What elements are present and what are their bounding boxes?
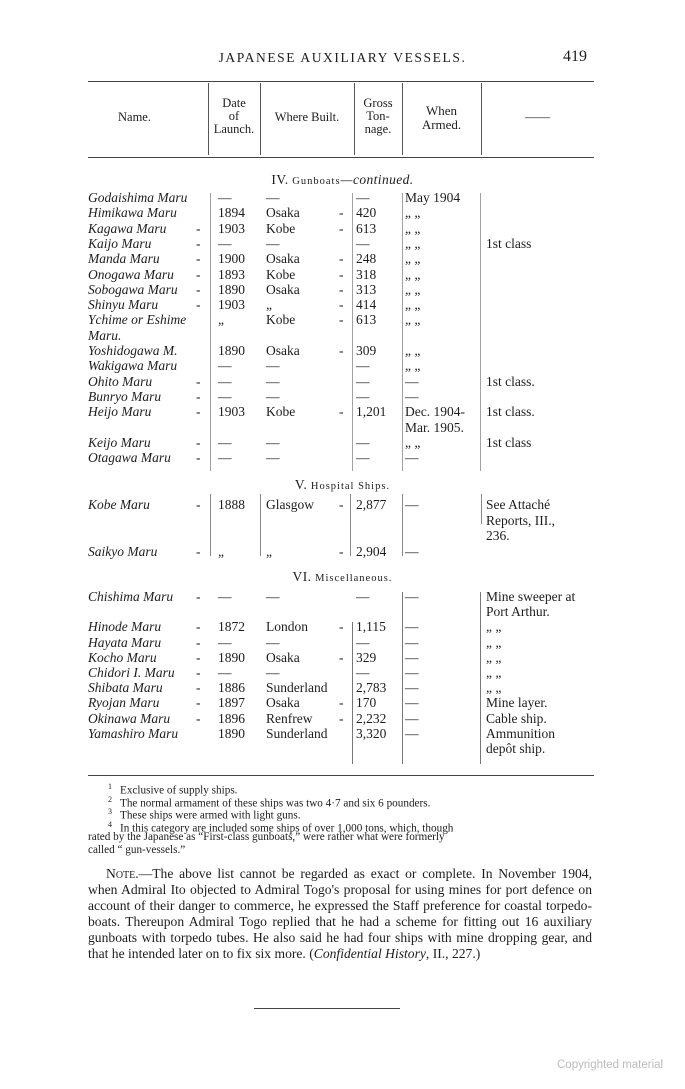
table-row: [0, 741, 685, 756]
table-row: [0, 236, 685, 251]
note-body: —The above list cannot be regarded as exact or complete. In November 1904, when Admiral Ito objected to Admiral Togo's proposal for using mines for port defence on account of their danger to commerce, he expressed the Staff preference for coastal torpedo-boats. Thereupon Admiral Togo replied that he had a scheme for fitting out 16 auxiliary gunboats with torpedo tubes. He also said he had four ships with mine dropping gear, and that he intended later on to fix six more.: [88, 866, 592, 961]
cell-name: Onogawa Maru: [88, 266, 174, 282]
cell-ton: —: [356, 235, 370, 251]
cell-dash: -: [196, 251, 201, 267]
cell-built: —: [266, 634, 280, 650]
cell-bdash: -: [339, 251, 344, 267]
cell-ton: 1,115: [356, 619, 386, 635]
cell-name: Keijo Maru: [88, 434, 151, 450]
cell-dash: -: [196, 710, 201, 726]
table-row: [0, 589, 685, 604]
cell-dash: -: [196, 404, 201, 420]
cell-ton: 2,904: [356, 543, 387, 559]
cell-name: Sobogawa Maru: [88, 281, 178, 297]
cell-note: Mine sweeper at: [486, 589, 576, 604]
cell-note: „ „: [486, 619, 502, 635]
table-row: [0, 267, 685, 282]
cell-bdash: -: [339, 343, 344, 358]
cell-bdash: -: [339, 619, 344, 635]
cell-date: 1903: [218, 220, 245, 236]
cell-name: Chidori I. Maru: [88, 665, 175, 680]
cell-built: „: [266, 297, 272, 313]
cell-dash: -: [196, 373, 201, 389]
footnote-text: In this category are included some ships of over 1,000 tons, which, though: [120, 822, 454, 835]
table-row: [0, 389, 685, 404]
cell-date: —: [218, 373, 232, 389]
cell-name: Okinawa Maru: [88, 710, 171, 726]
cell-dash: -: [196, 235, 201, 251]
cell-bdash: -: [339, 649, 344, 665]
cell-name: Manda Maru: [88, 251, 160, 267]
cell-name: Ychime or Eshime: [88, 312, 187, 328]
footnote: [88, 831, 445, 844]
cell-dash: -: [196, 388, 201, 404]
cell-date: 1890: [218, 725, 245, 741]
cell-armed: Mar. 1905.: [405, 419, 464, 435]
cell-bdash: -: [339, 543, 344, 559]
cell-armed: —: [405, 619, 419, 635]
table-row: [0, 221, 685, 236]
cell-note: 236.: [486, 528, 510, 544]
cell-name: Otagawa Maru: [88, 450, 171, 466]
table-row: [0, 513, 685, 528]
cell-name: Hinode Maru: [88, 619, 162, 635]
cell-note: Reports, III.,: [486, 512, 555, 528]
cell-built: —: [266, 373, 280, 389]
footnote-mark: 3: [108, 807, 112, 817]
cell-built: Kobe: [266, 220, 296, 236]
footnote-mark: 2: [108, 794, 112, 804]
cell-name: Godaishima Maru: [88, 190, 188, 205]
cell-date: —: [218, 450, 232, 466]
cell-armed: —: [405, 680, 419, 696]
cell-note: 1st class: [486, 235, 532, 251]
cell-armed: „ „: [405, 205, 421, 221]
cell-name: Shibata Maru: [88, 680, 163, 696]
cell-date: —: [218, 634, 232, 650]
cell-built: Osaka: [266, 205, 300, 221]
table-row: [0, 635, 685, 650]
cell-ton: 2,877: [356, 497, 387, 512]
cell-bdash: -: [339, 266, 344, 282]
cell-dash: -: [196, 649, 201, 665]
cell-armed: „ „: [405, 266, 421, 282]
cell-armed: „ „: [405, 343, 421, 358]
cell-built: Kobe: [266, 404, 296, 420]
header-date: Date of Launch.: [213, 96, 255, 136]
header-name: Name.: [118, 110, 151, 124]
cell-dash: -: [196, 634, 201, 650]
cell-date: „: [218, 543, 224, 559]
cell-date: 1893: [218, 266, 245, 282]
cell-name: Shinyu Maru: [88, 297, 159, 313]
header-where-built: Where Built.: [274, 110, 340, 124]
cell-bdash: -: [339, 695, 344, 711]
cell-note: Ammunition: [486, 725, 556, 741]
cell-ton: 318: [356, 266, 377, 282]
table-row: [0, 450, 685, 465]
cell-armed: —: [405, 373, 419, 389]
footnote-text: These ships were armed with light guns.: [120, 809, 301, 822]
cell-name: Yamashiro Maru: [88, 725, 179, 741]
cell-dash: -: [196, 665, 201, 680]
cell-date: 1900: [218, 251, 245, 267]
cell-name: Saikyo Maru: [88, 543, 158, 559]
cell-built: —: [266, 190, 280, 205]
table-row: [0, 544, 685, 559]
table-row: [0, 528, 685, 543]
footnote: [88, 844, 185, 857]
table-bottom-rule: [88, 775, 594, 776]
cell-built: „: [266, 543, 272, 559]
cell-armed: „ „: [405, 312, 421, 328]
cell-built: Kobe: [266, 312, 296, 328]
cell-armed: „ „: [405, 297, 421, 313]
cell-dash: -: [196, 281, 201, 297]
cell-note: See Attaché: [486, 497, 551, 512]
cell-built: Osaka: [266, 343, 300, 358]
cell-built: Osaka: [266, 251, 300, 267]
cell-name: Kobe Maru: [88, 497, 150, 512]
footnote-text: Exclusive of supply ships.: [120, 784, 238, 797]
cell-date: 1888: [218, 497, 245, 512]
cell-note: Port Arthur.: [486, 604, 550, 620]
cell-date: 1890: [218, 281, 245, 297]
cell-ton: —: [356, 434, 370, 450]
cell-date: —: [218, 235, 232, 251]
cell-bdash: -: [339, 297, 344, 313]
cell-name: Himikawa Maru: [88, 205, 177, 221]
cell-ton: —: [356, 373, 370, 389]
cell-ton: 613: [356, 220, 377, 236]
table-row: [0, 205, 685, 220]
cell-dash: -: [196, 589, 201, 604]
cell-dash: -: [196, 619, 201, 635]
section-heading-misc: VI. Miscellaneous.: [292, 569, 393, 584]
table-row: [0, 312, 685, 327]
cell-name: Ohito Maru: [88, 373, 153, 389]
footnote-mark: 4: [108, 819, 112, 829]
cell-armed: —: [405, 543, 419, 559]
cell-armed: „ „: [405, 235, 421, 251]
cell-name: Kagawa Maru: [88, 220, 167, 236]
cell-note: Cable ship.: [486, 710, 547, 726]
footnote-text: rated by the Japanese as “First-class gunboats,” were rather what were formerly: [88, 831, 445, 844]
cell-ton: —: [356, 358, 370, 374]
table-row: [0, 665, 685, 680]
cell-date: —: [218, 388, 232, 404]
table-row: [0, 358, 685, 373]
table-top-rule: [88, 81, 594, 82]
cell-armed: „ „: [405, 434, 421, 450]
cell-armed: —: [405, 497, 419, 512]
cell-dash: -: [196, 220, 201, 236]
cell-built: Osaka: [266, 649, 300, 665]
cell-date: 1903: [218, 404, 245, 420]
cell-armed: —: [405, 589, 419, 604]
cell-armed: May 1904: [405, 190, 461, 205]
watermark: Copyrighted material: [557, 1059, 664, 1071]
table-row: [0, 711, 685, 726]
cell-built: —: [266, 589, 280, 604]
cell-ton: —: [356, 634, 370, 650]
cell-date: 1890: [218, 649, 245, 665]
cell-armed: —: [405, 450, 419, 466]
cell-armed: —: [405, 710, 419, 726]
table-row: [0, 680, 685, 695]
cell-note: 1st class.: [486, 404, 535, 420]
cell-date: 1872: [218, 619, 245, 635]
cell-date: 1886: [218, 680, 245, 696]
cell-date: 1890: [218, 343, 245, 358]
cell-ton: 329: [356, 649, 377, 665]
cell-note: Mine layer.: [486, 695, 548, 711]
cell-dash: -: [196, 497, 201, 512]
cell-name: Heijo Maru: [88, 404, 152, 420]
cell-ton: 309: [356, 343, 377, 358]
cell-name: Ryojan Maru: [88, 695, 160, 711]
cell-note: 1st class: [486, 434, 532, 450]
cell-ton: —: [356, 388, 370, 404]
cell-name: Kocho Maru: [88, 649, 157, 665]
cell-bdash: -: [339, 497, 344, 512]
page-number: 419: [563, 48, 587, 65]
cell-date: —: [218, 190, 232, 205]
cell-date: 1903: [218, 297, 245, 313]
cell-ton: —: [356, 589, 370, 604]
table-row: [0, 619, 685, 634]
cell-bdash: -: [339, 404, 344, 420]
cell-bdash: -: [339, 281, 344, 297]
table-row: [0, 251, 685, 266]
table-row: [0, 328, 685, 343]
cell-name: Bunryo Maru: [88, 388, 162, 404]
table-row: [0, 190, 685, 205]
cell-ton: 1,201: [356, 404, 387, 420]
table-row: [0, 726, 685, 741]
cell-ton: —: [356, 450, 370, 466]
note-paragraph: Note.—The above list cannot be regarded as exact or complete. In November 1904, when Admiral Ito objected to Admiral Togo's proposal for using mines for port defence on account of their danger to commerce, he expressed the Staff preference for coastal torpedo-boats. Thereupon Admiral Togo replied that he had a scheme for fitting out 16 auxiliary gunboats with torpedo tubes. He also said he had four ships with mine dropping gear, and that he intended later on to fix six more. (Confidential History, II., 227.): [88, 866, 592, 961]
cell-ton: 248: [356, 251, 377, 267]
table-row: [0, 374, 685, 389]
cell-armed: Dec. 1904-: [405, 404, 465, 420]
header-when-armed: When Armed.: [421, 103, 462, 132]
cell-built: Sunderland: [266, 725, 328, 741]
cell-date: —: [218, 358, 232, 374]
cell-armed: —: [405, 725, 419, 741]
cell-armed: „ „: [405, 251, 421, 267]
cell-built: Renfrew: [266, 710, 313, 726]
header-bottom-rule: [88, 157, 594, 158]
cell-date: 1897: [218, 695, 245, 711]
cell-built: Osaka: [266, 281, 300, 297]
cell-name: Hayata Maru: [88, 634, 162, 650]
cell-dash: -: [196, 297, 201, 313]
table-row: [0, 435, 685, 450]
table-row: [0, 404, 685, 419]
cell-armed: „ „: [405, 281, 421, 297]
cell-name: Kaijo Maru: [88, 235, 152, 251]
cell-armed: „ „: [405, 220, 421, 236]
cell-armed: „ „: [405, 358, 421, 374]
cell-armed: —: [405, 695, 419, 711]
note-citation: Confidential History: [313, 946, 426, 961]
cell-dash: -: [196, 695, 201, 711]
cell-dash: -: [196, 450, 201, 466]
cell-armed: —: [405, 665, 419, 680]
cell-date: —: [218, 434, 232, 450]
cell-built: —: [266, 665, 280, 680]
footnote-text: called “ gun-vessels.”: [88, 844, 186, 856]
section-heading-gunboats: IV. Gunboats—continued.: [271, 172, 414, 187]
running-head: JAPANESE AUXILIARY VESSELS.: [218, 50, 467, 65]
cell-ton: —: [356, 190, 370, 205]
cell-built: Sunderland: [266, 680, 328, 696]
cell-name: Yoshidogawa M.: [88, 343, 178, 358]
table-row: [0, 297, 685, 312]
cell-built: Osaka: [266, 695, 300, 711]
cell-ton: 2,783: [356, 680, 387, 696]
cell-note: depôt ship.: [486, 741, 546, 756]
cell-note: „ „: [486, 649, 502, 665]
header-tonnage: Gross Ton- nage.: [363, 96, 393, 136]
cell-built: —: [266, 235, 280, 251]
cell-ton: 170: [356, 695, 377, 711]
cell-ton: 613: [356, 312, 377, 328]
cell-note: 1st class.: [486, 373, 535, 389]
footnote-text: The normal armament of these ships was two 4·7 and six 6 pounders.: [120, 797, 431, 810]
cell-ton: —: [356, 665, 370, 680]
cell-ton: 3,320: [356, 725, 387, 741]
table-row: [0, 604, 685, 619]
footnote-mark: 1: [108, 782, 112, 791]
cell-note: „ „: [486, 665, 502, 680]
table-row: [0, 343, 685, 358]
cell-date: „: [218, 312, 224, 328]
note-label: Note.: [106, 866, 139, 881]
cell-name: Chishima Maru: [88, 589, 174, 604]
cell-note: „ „: [486, 634, 502, 650]
cell-built: London: [266, 619, 308, 635]
cell-ton: 414: [356, 297, 377, 313]
cell-dash: -: [196, 434, 201, 450]
closing-rule: [254, 1008, 400, 1009]
header-remarks: ——: [525, 110, 550, 124]
cell-dash: -: [196, 543, 201, 559]
table-row: [0, 695, 685, 710]
cell-bdash: -: [339, 220, 344, 236]
table-row: [0, 497, 685, 512]
cell-date: 1896: [218, 710, 245, 726]
cell-name: Wakigawa Maru: [88, 358, 178, 374]
cell-dash: -: [196, 266, 201, 282]
cell-armed: —: [405, 634, 419, 650]
table-row: [0, 650, 685, 665]
cell-built: —: [266, 434, 280, 450]
cell-built: —: [266, 450, 280, 466]
cell-date: 1894: [218, 205, 245, 221]
table-row: [0, 420, 685, 435]
cell-bdash: -: [339, 312, 344, 328]
cell-ton: 420: [356, 205, 377, 221]
cell-ton: 313: [356, 281, 377, 297]
cell-date: —: [218, 665, 232, 680]
cell-ton: 2,232: [356, 710, 387, 726]
cell-date: —: [218, 589, 232, 604]
cell-built: —: [266, 388, 280, 404]
cell-built: —: [266, 358, 280, 374]
cell-name: Maru.: [88, 327, 122, 343]
cell-armed: —: [405, 649, 419, 665]
cell-armed: —: [405, 388, 419, 404]
cell-built: Glasgow: [266, 497, 314, 512]
cell-bdash: -: [339, 205, 344, 221]
cell-note: „ „: [486, 680, 502, 696]
cell-dash: -: [196, 680, 201, 696]
cell-built: Kobe: [266, 266, 296, 282]
section-heading-hospital: V. Hospital Ships.: [294, 477, 391, 492]
cell-bdash: -: [339, 710, 344, 726]
table-row: [0, 282, 685, 297]
